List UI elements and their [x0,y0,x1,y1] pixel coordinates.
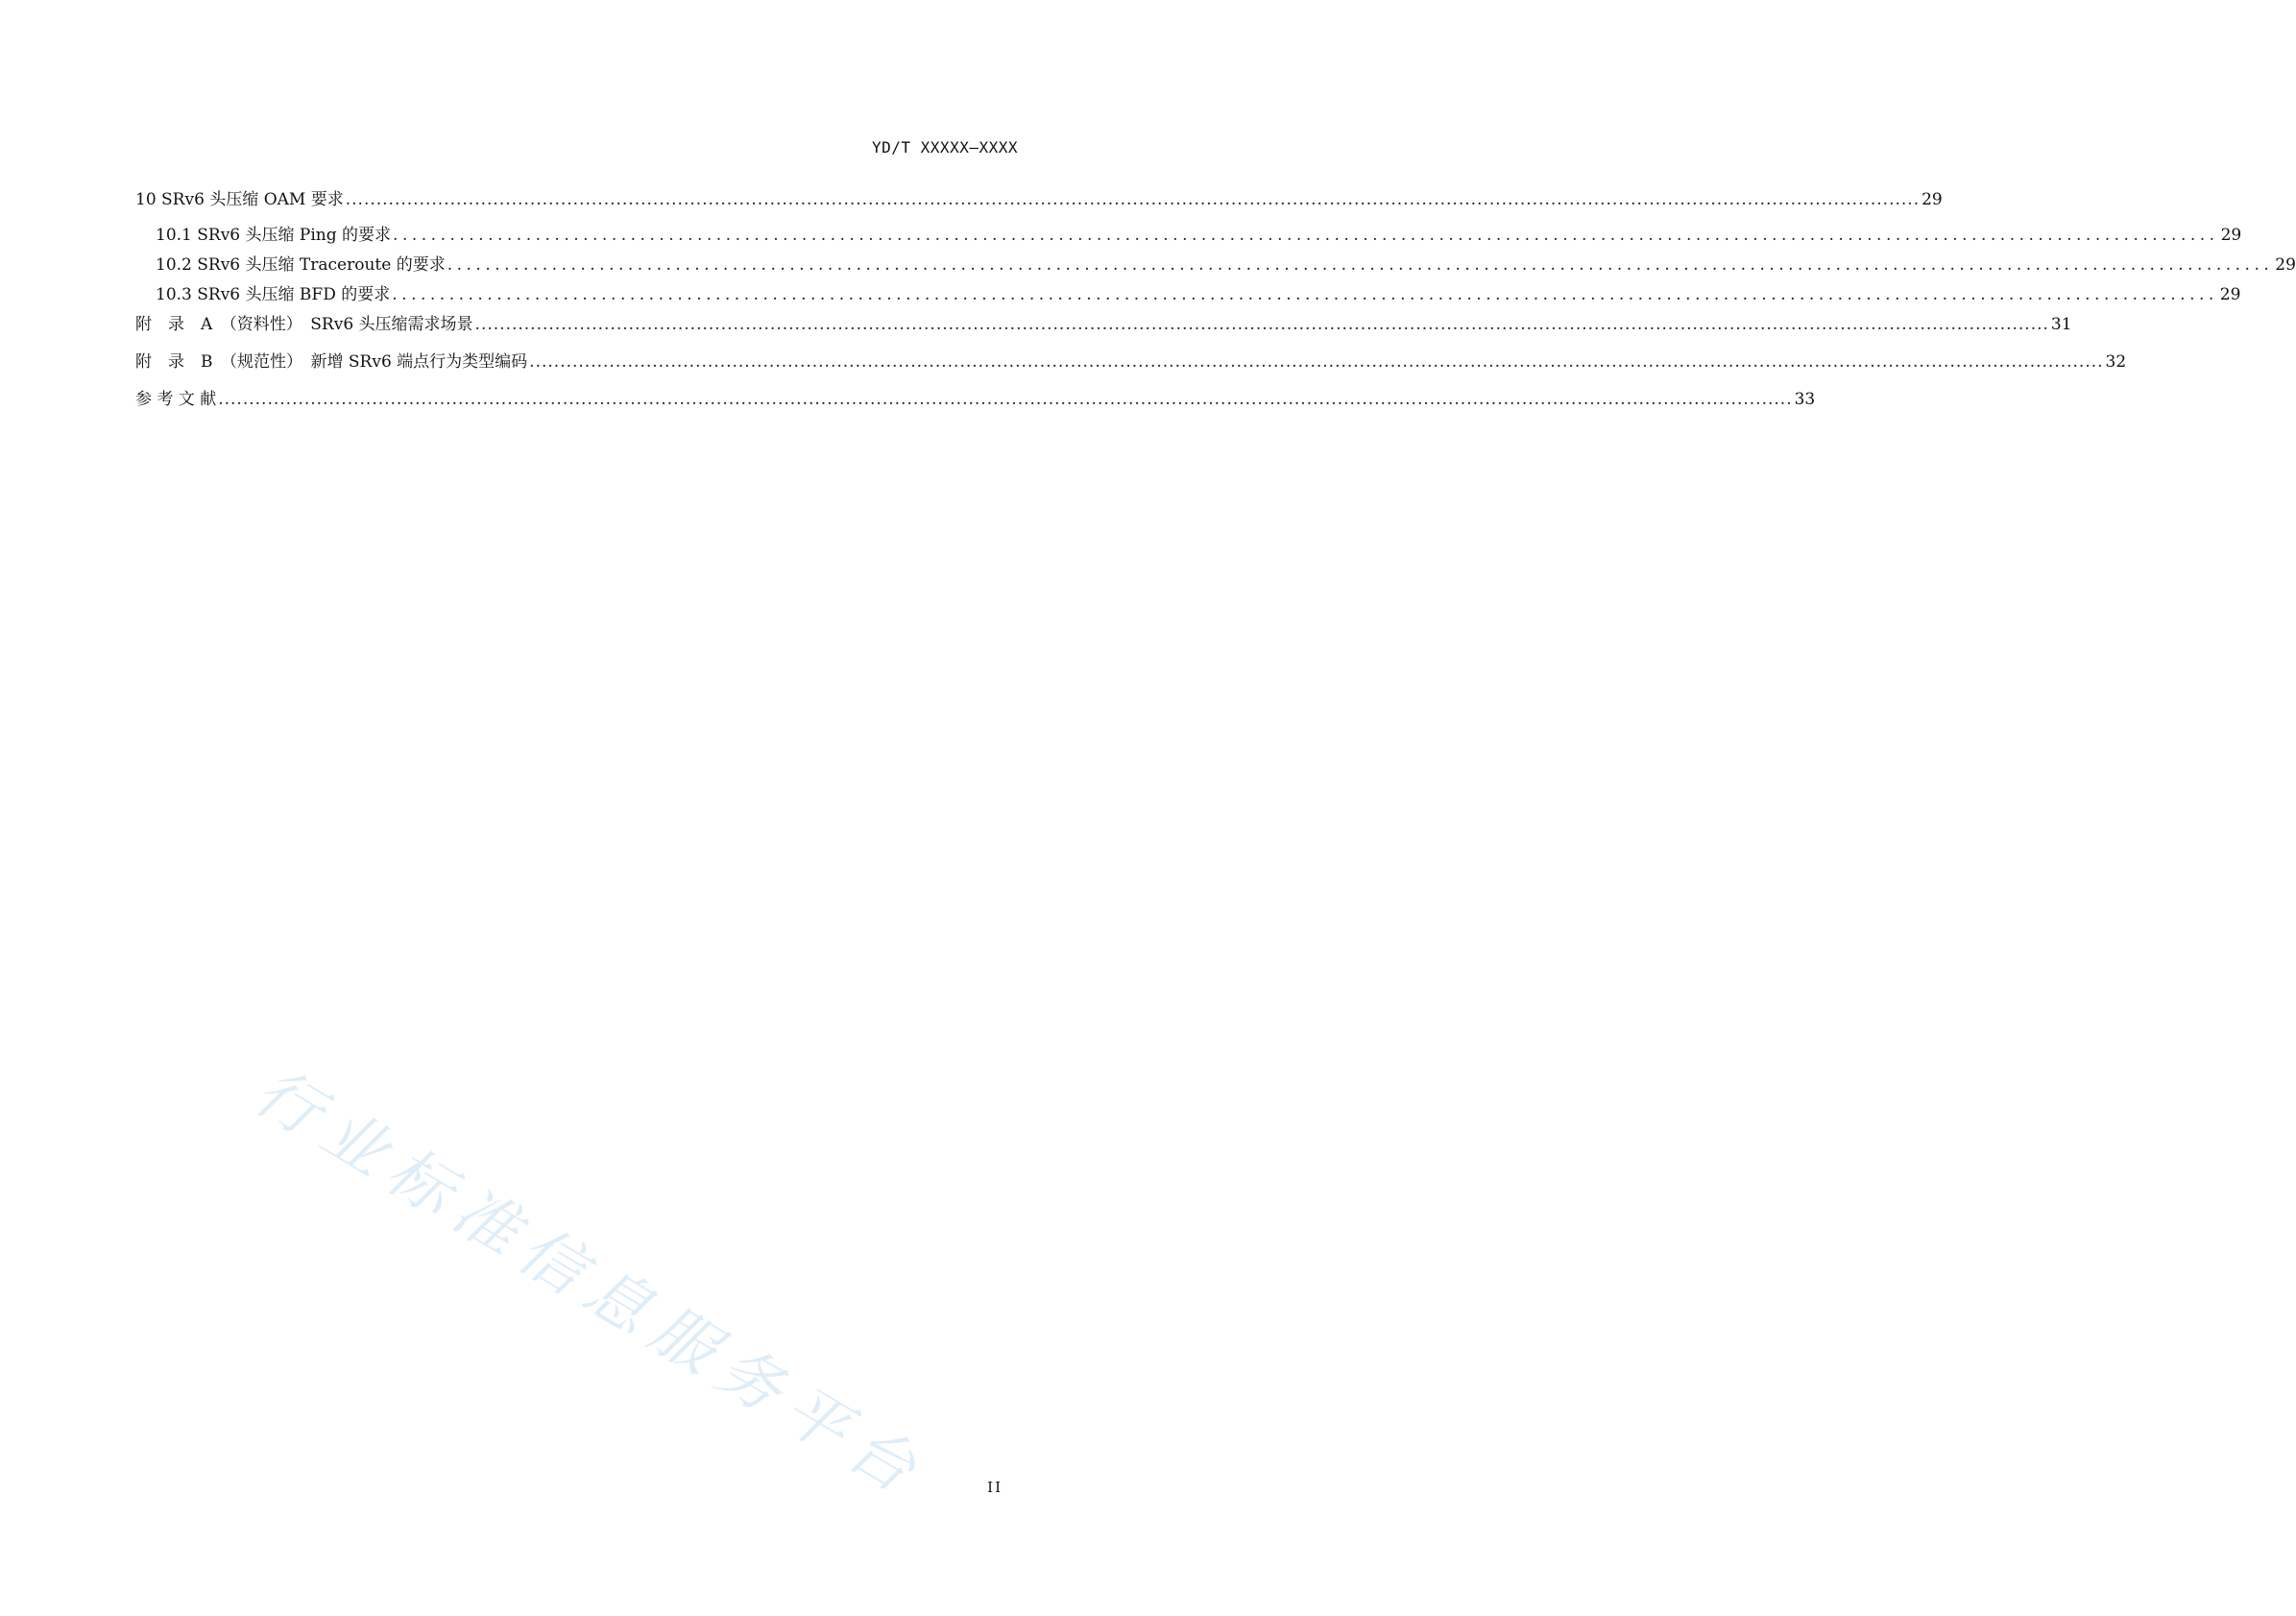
toc-dot-leader: ................................................................................................................................................................................................ [393,226,2219,245]
toc-entry[interactable] [135,385,1816,422]
toc-entry[interactable] [135,280,2241,310]
toc-entry-title: 10.2 SRv6 头压缩 Traceroute 的要求 [156,255,446,275]
document-code: YD/T XXXXX—XXXX [872,138,1018,157]
toc-entry-page: 33 [1794,390,1816,409]
toc-dot-leader: ................................................................................................................................................................................................ [392,285,2218,304]
toc-dot-leader: ................................................................................................................................................................................................................................................................ [474,315,2049,334]
toc-entry-title: 10.1 SRv6 头压缩 Ping 的要求 [156,226,392,245]
toc-entry-title: 10 SRv6 头压缩 OAM 要求 [135,190,344,209]
toc-dot-leader: ................................................................................................................................................................................................................................................................ [529,352,2104,372]
toc-entry[interactable] [135,221,2242,251]
toc-entry-page: 29 [1921,190,1943,209]
toc-entry-title: 附 录 B （规范性） 新增 SRv6 端点行为类型编码 [135,352,528,372]
toc-entry-title: 参 考 文 献 [135,390,217,409]
toc-entry-title: 附 录 A （资料性） SRv6 头压缩需求场景 [135,315,473,334]
table-of-contents [135,185,2296,422]
toc-entry-page: 29 [2219,285,2241,304]
toc-dot-leader: ................................................................................................................................................................................................................................................................ [218,390,1793,409]
toc-entry-page: 29 [2220,226,2242,245]
toc-entry-page: 31 [2050,315,2072,334]
toc-entry[interactable] [135,251,2296,280]
page-number: II [987,1479,1003,1496]
toc-dot-leader: ................................................................................................................................................................................................ [447,255,2274,275]
toc-entry[interactable] [135,310,2072,348]
toc-entry-page: 29 [2275,255,2296,275]
toc-entry[interactable] [135,348,2127,385]
toc-entry[interactable] [135,185,1943,221]
toc-dot-leader: ................................................................................................................................................................................................................................................................ [345,190,1921,209]
watermark: 行业标准信息服务平台 [242,1053,940,1513]
toc-entry-title: 10.3 SRv6 头压缩 BFD 的要求 [156,285,391,304]
toc-entry-page: 32 [2105,352,2127,372]
